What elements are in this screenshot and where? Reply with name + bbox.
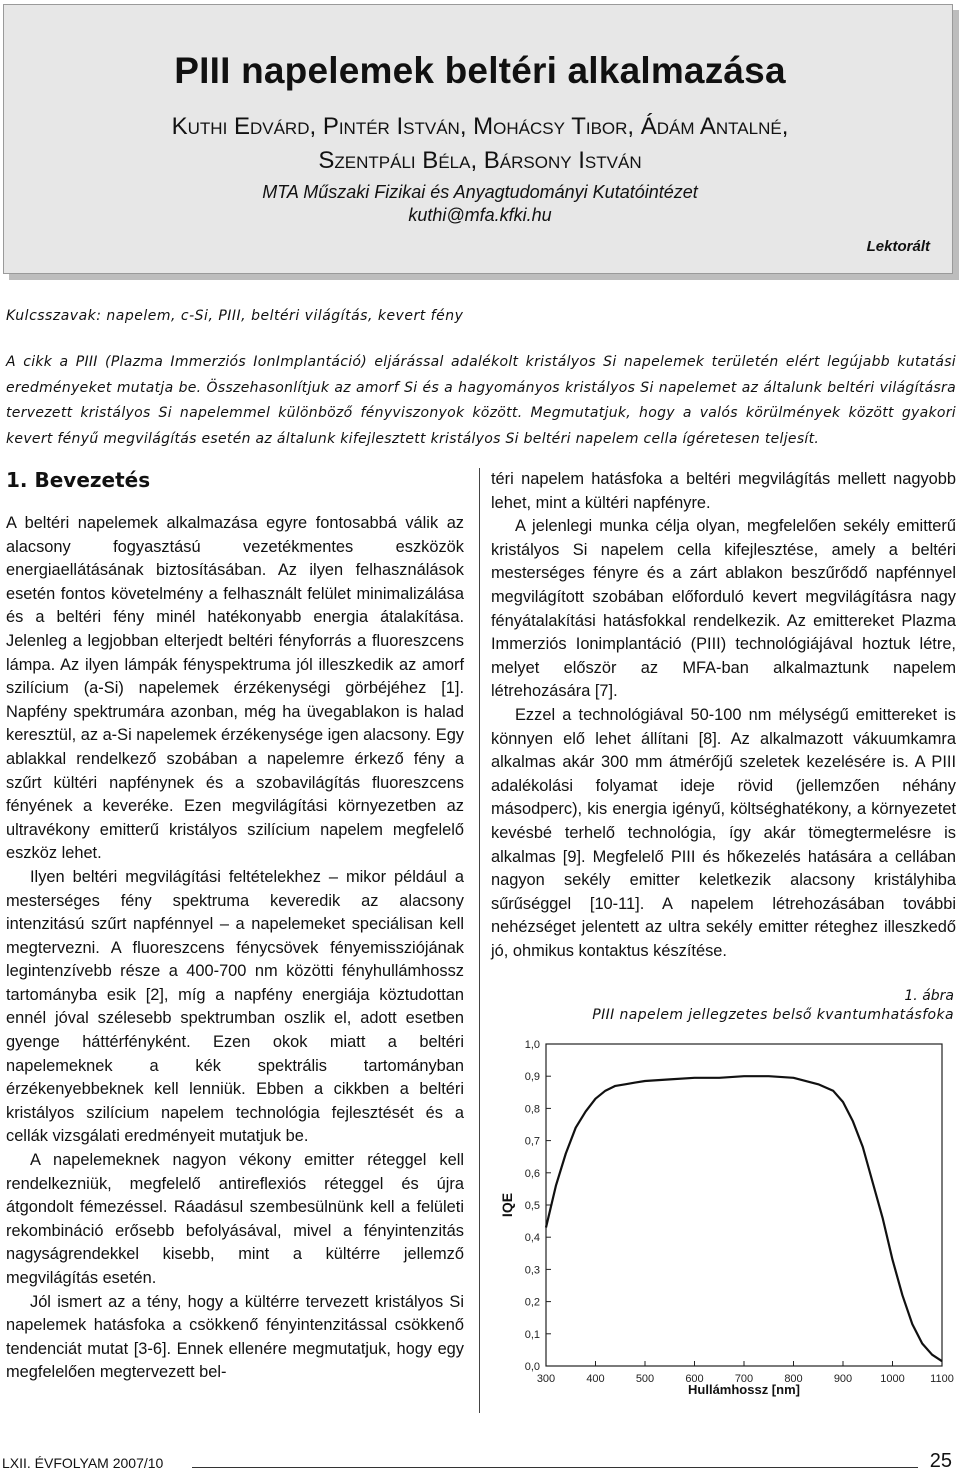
iqe-line	[546, 1076, 942, 1361]
iqe-chart	[490, 1030, 956, 1402]
paragraph: A beltéri napelemek alkalmazása egyre fontosabbá válik az alacsony fogyasztású vezetékmentes eszközök energiaellátásának biztosításában. Az ilyen felhasználások esetén fontos követelmény a felhasznált felület minimalizálása és a beltéri fény minél hatékonyabb energia átalakítása. Jelenleg a legjobban elterjedt beltéri fényforrás a fluoreszcens lámpa. Az ilyen lámpák fényspektruma jól illeszkedik az amorf szilícium (a-Si) napelemek érzékenységi görbéjéhez [1]. Napfény spektrumára azonban, még ha üvegablakon is halad keresztül, az a-Si napelemek érzékenysége igen alacsony. Egy ablakkal rendelkező szobában a napelemre érkező fény a szűrt kültéri napfénynek és a szobavilágítás fluoreszcens fényének a keveréke. Ezen megvilágítási környezetben az ultravékony emitterű kristályos szilícium napelem megfelelő eszköz lehet.	[6, 514, 464, 863]
x-tick-label: 1000	[880, 1373, 905, 1385]
x-tick-label: 900	[833, 1373, 853, 1385]
y-tick-label: 0,9	[524, 1071, 540, 1084]
author-email: kuthi@mfa.kfki.hu	[408, 205, 552, 225]
x-tick-label: 500	[635, 1373, 655, 1385]
paragraph: Jól ismert az a tény, hogy a kültérre tervezett kristályos Si napelemek hatásfoka a csökkenő fényintenzitással csökkenő tendenciát mutat [3-6]. Ennek ellenére megmutatjuk, hogy egy megfelelően megtervezett bel-	[6, 1292, 464, 1382]
affiliation: MTA Műszaki Fizikai és Anyagtudományi Kutatóintézet	[262, 182, 698, 202]
reviewed-label: Lektorált	[866, 238, 930, 255]
figure-caption: PIII napelem jellegzetes belső kvantumhatásfoka	[592, 1007, 954, 1023]
x-tick-label: 400	[586, 1373, 605, 1385]
paper-title: PIII napelemek beltéri alkalmazása	[174, 50, 786, 91]
footer-rule	[192, 1467, 918, 1468]
section-heading: 1. Bevezetés	[6, 468, 151, 492]
paragraph: téri napelem hatásfoka a beltéri megvilágítás mellett nagyobb lehet, mint a kültéri napfényre.	[491, 470, 956, 512]
paragraph: A napelemeknek nagyon vékony emitter réteggel kell rendelkezniük, megfelelő antireflexiós réteggel és újra átgondolt fémezéssel. Ráadásul szembesülnünk kell a felületi rekombináció erősebb befolyásával, mivel a fényintenzitás nagyságrendekkel kisebb, mint a kültérre jellemző megvilágítás esetén.	[6, 1151, 464, 1287]
y-tick-label: 0,0	[524, 1361, 540, 1373]
y-tick-label: 1,0	[524, 1039, 540, 1051]
y-tick-label: 0,5	[524, 1200, 540, 1212]
column-divider	[479, 468, 480, 1413]
figure-number: 1. ábra	[904, 988, 954, 1004]
paragraph: Ezzel a technológiával 50-100 nm mélységű emittereket is könnyen elő lehet állítani [8]. Az alkalmazott vákuumkamra alkalmas akár 300 mm átmérőjű szeletek kezelésére is. A PIII adalékolási folyamat ideje rövid (jellemzően néhány másodperc), kis energia igényű, költséghatékony, a környezetet kevésbé terhelő technológia, így akár tömegtermelésre is alkalmas [9]. Megfelelő PIII és hőkezelés hatására a cellában nagyon sekély emitter keletkezik alacsony kristályhiba sűrűséggel [10-11]. A napelem létrehozásában további nehézséget jelentett az ultra sekély emitter réteghez illeszkedő jó, ohmikus kontaktus készítése.	[491, 705, 956, 960]
y-tick-label: 0,7	[524, 1135, 540, 1148]
y-tick-label: 0,2	[524, 1296, 540, 1309]
y-tick-label: 0,1	[524, 1328, 540, 1341]
x-tick-label: 800	[784, 1373, 803, 1385]
x-tick-label: 300	[536, 1373, 556, 1385]
left-column	[6, 512, 464, 1385]
x-tick-label: 700	[734, 1373, 754, 1385]
abstract: A cikk a PIII (Plazma Immerziós IonImplantáció) eljárással adalékolt kristályos Si napelemek területén elért legújabb kutatási eredményeket mutatja be. Összehasonlítjuk az amorf Si és a hagyományos kristályos Si napelemet az általunk beltéri világításra tervezett kristályos Si napelemmel különböző fényviszonyok között. Megmutatjuk, hogy a valós körülmények között gyakori kevert fényű megvilágítás esetén az általunk kifejlesztett kristályos Si beltéri napelem cella ígéretesen teljesít.	[6, 354, 956, 447]
y-tick-label: 0,4	[524, 1232, 540, 1245]
paragraph: Ilyen beltéri megvilágítási feltételekhez – mikor például a mesterséges fény spektruma keveredik az alacsony intenzitású szűrt napfénnyel – a napelemeket speciálisan kell megtervezni. A fluoreszcens fénycsövek fényemissziójának legintenzívebb része a 400-700 nm közötti fényhullámhossz tartományba esik [2], míg a napfény energiája köztudottan ennél jóval szélesebb spektrumban oszlik el, adott esetben gyenge háttérfényként. Ezen okok miatt a beltéri napelemeknek a kék spektrális tartományban érzékenyebbeknek kell lenniük. Ebben a cikkben a beltéri kristályos szilícium napelem technológia fejlesztését és a cellák vizsgálati eredményeit mutatjuk be.	[6, 867, 464, 1146]
authors-line-2: Szentpáli Béla, Bársony István	[318, 147, 642, 174]
plot-frame	[546, 1044, 942, 1366]
authors-line-1: Kuthi Edvárd, Pintér István, Mohácsy Tibor, Ádám Antalné,	[171, 113, 789, 140]
right-column	[491, 468, 956, 963]
paragraph: A jelenlegi munka célja olyan, megfelelően sekély emitterű kristályos Si napelem cella kifejlesztése, amely a beltéri mesterséges fényre és a zárt ablakon beszűrődő napfénnyel megvilágított szobában előforduló kevert megvilágításra nagy fényátalakítási hatásfokkal rendelkezik. Az emittereket Plazma Immerziós Ionimplantáció (PIII) technológiájával hoztuk létre, melyet először az MFA-ban alkalmaztunk napelem létrehozására [7].	[491, 517, 956, 701]
x-tick-label: 1100	[930, 1373, 954, 1385]
keywords: Kulcsszavak: napelem, c-Si, PIII, beltéri világítás, kevert fény	[6, 308, 464, 324]
x-axis-label: Hullámhossz [nm]	[688, 1382, 800, 1397]
footer-volume: LXII. ÉVFOLYAM 2007/10	[2, 1455, 164, 1471]
affiliation-block	[0, 181, 960, 227]
x-tick-label: 600	[685, 1373, 704, 1385]
y-tick-label: 0,3	[524, 1264, 540, 1277]
page-number: 25	[929, 1450, 952, 1472]
y-tick-label: 0,6	[524, 1167, 540, 1180]
authors	[0, 110, 960, 178]
y-axis-label: IQE	[499, 1192, 515, 1218]
y-tick-label: 0,8	[524, 1103, 540, 1116]
